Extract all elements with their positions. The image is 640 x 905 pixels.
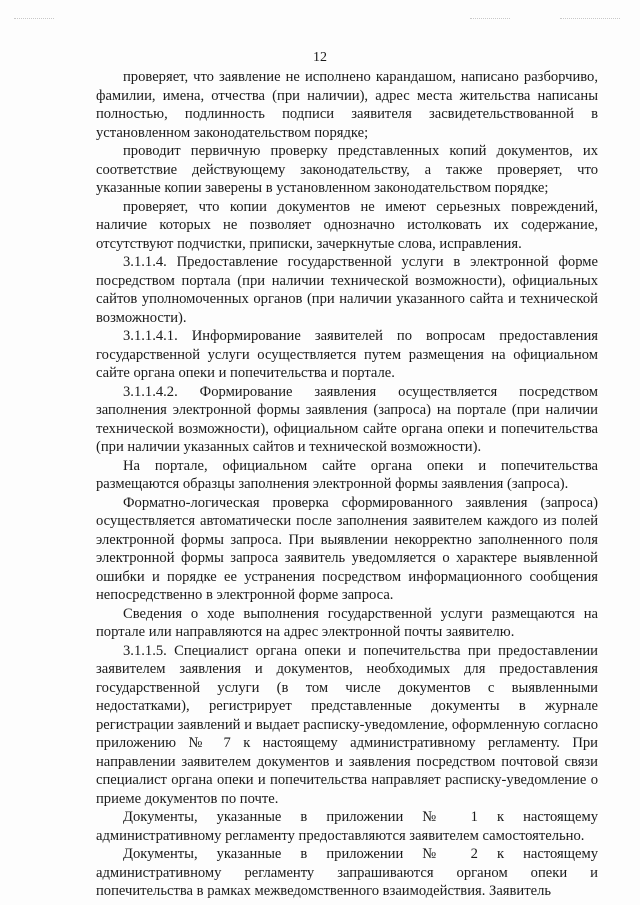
scan-artifact: [470, 18, 510, 20]
paragraph: 3.1.1.4.1. Информирование заявителей по вопросам предоставления государственной услуги осуществляется путем размещения на официальном сайте органа опеки и попечительства и портале.: [96, 328, 598, 381]
scan-artifact: [14, 18, 54, 20]
paragraph: проверяет, что заявление не исполнено карандашом, написано разборчиво, фамилии, имена, отчества (при наличии), адрес места жительства написаны полностью, подлинность подписи заявителя засвидетельствованной в установленном законодательством порядке;: [96, 69, 598, 141]
document-body: [96, 68, 598, 901]
page-number: 12: [313, 50, 327, 65]
paragraph: На портале, официальном сайте органа опеки и попечительства размещаются образцы заполнения электронной формы заявления (запроса).: [96, 457, 598, 492]
paragraph: Форматно-логическая проверка сформированного заявления (запроса) осуществляется автоматически после заполнения заявителем каждого из полей электронной формы запроса. При выявлении некорректно заполненного поля электронной формы запроса заявитель уведомляется о характере выявленной ошибки и порядке ее устранения посредством информационного сообщения непосредственно в электронной форме запроса.: [96, 494, 598, 603]
paragraph: 3.1.1.5. Специалист органа опеки и попечительства при предоставлении заявителем заявления и документов, необходимых для предоставления государственной услуги (в том числе документов с выявленными недостатками), регистрирует представленные документы в журнале регистрации заявлений и выдает расписку-уведомление, оформленную согласно приложению № 7 к настоящему административному регламенту. При направлении заявителем документов и заявления посредством почтовой связи специалист органа опеки и попечительства направляет расписку-уведомление о приеме документов по почте.: [96, 642, 598, 807]
paragraph: 3.1.1.4.2. Формирование заявления осуществляется посредством заполнения электронной формы заявления (запроса) на портале (при наличии технической возможности), официальном сайте органа опеки и попечительства (при наличии указанных сайтов и технической возможности).: [96, 383, 598, 455]
paragraph: проводит первичную проверку представленных копий документов, их соответствие действующему законодательству, а также проверяет, что указанные копии заверены в установленном законодательством порядке;: [96, 143, 598, 196]
scan-artifact: [560, 18, 620, 20]
paragraph: Документы, указанные в приложении № 1 к настоящему административному регламенту предоставляются заявителем самостоятельно.: [96, 809, 598, 844]
paragraph: проверяет, что копии документов не имеют серьезных повреждений, наличие которых не позволяет однозначно истолковать их содержание, отсутствуют подчистки, приписки, зачеркнутые слова, исправления.: [96, 198, 598, 252]
paragraph: 3.1.1.4. Предоставление государственной услуги в электронной форме посредством портала (при наличии технической возможности), официальных сайтов уполномоченных органов (при наличии указанного сайта и технической возможности).: [96, 254, 598, 326]
paragraph: Сведения о ходе выполнения государственной услуги размещаются на портале или направляются на адрес электронной почты заявителю.: [96, 605, 598, 640]
paragraph: Документы, указанные в приложении № 2 к настоящему административному регламенту запрашиваются органом опеки и попечительства в рамках межведомственного взаимодействия. Заявитель: [96, 846, 598, 899]
